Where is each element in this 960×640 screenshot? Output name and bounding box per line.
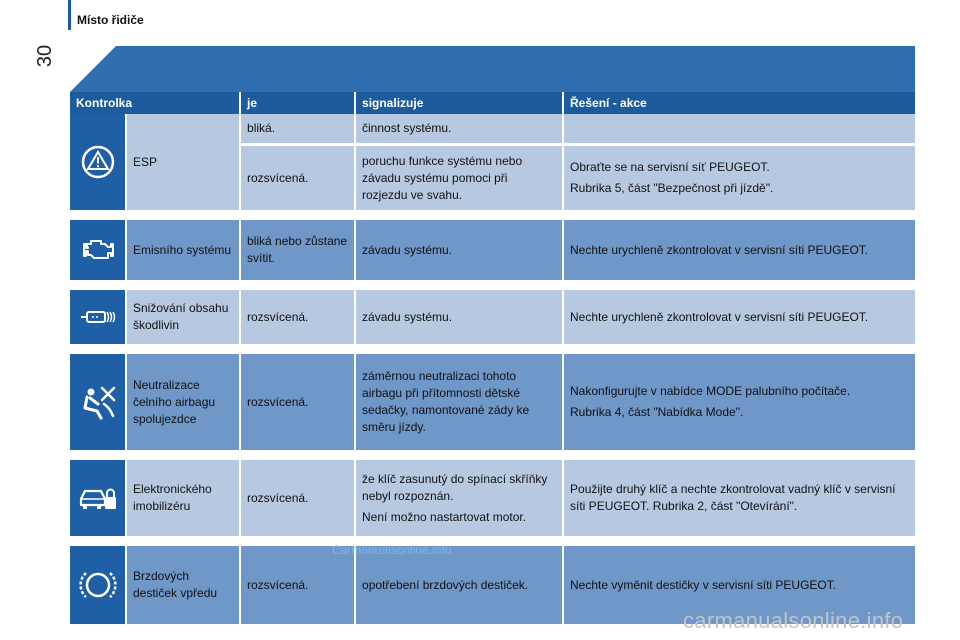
row-gap [70,536,915,546]
row-action [564,354,915,450]
row-signal [356,460,564,536]
action-line: Rubrika 4, část "Nabídka Mode". [570,405,744,419]
row-state: rozsvícená. [241,146,356,210]
row-action [564,146,915,210]
row-state: bliká. [241,114,356,143]
header-band [70,46,915,92]
icon-cell [70,114,127,210]
row-signal: opotřebení brzdových destiček. [356,546,564,624]
action-line: Obraťte se na servisní síť PEUGEOT. [570,160,770,175]
row-gap [70,210,915,220]
emission-filter-icon [78,306,118,328]
row-name: Elektronického imobilizéru [127,460,241,536]
row-gap [70,280,915,290]
signal-line: že klíč zasunutý do spínací skříňky nebyl rozpoznán. [362,471,548,503]
row-state: bliká nebo zůstane svítit. [241,220,356,280]
icon-cell [70,546,127,624]
page-edge-bar [68,0,71,30]
header-je: je [241,92,356,114]
header-kontrolka: Kontrolka [70,92,241,114]
row-action-empty [564,114,915,143]
table-row [70,354,915,450]
row-signal: záměrnou neutralizaci tohoto airbagu při přítomnosti dětské sedačky, namontované zády ke směru jízdy. [356,354,564,450]
icon-cell [70,354,127,450]
table-row [70,460,915,536]
row-name: Brzdových destiček vpředu [127,546,241,624]
engine-icon [80,236,116,264]
action-line: Nakonfigurujte v nabídce MODE palubního počítače. [570,384,851,398]
esp-warning-triangle-icon [80,144,116,180]
row-state: rozsvícená. [241,290,356,344]
brake-pads-icon [78,567,118,603]
row-signal: závadu systému. [356,290,564,344]
table-row [70,290,915,344]
row-gap [70,450,915,460]
row-gap [70,344,915,354]
table-header-row [70,92,915,114]
row-name: Emisního systému [127,220,241,280]
row-state: rozsvícená. [241,460,356,536]
header-reseni: Řešení - akce [564,92,915,114]
row-signal: činnost systému. [356,114,564,143]
overlay-watermark: Carmanualsonline.info [332,543,452,557]
airbag-off-icon [78,384,118,420]
action-line: Rubrika 5, část "Bezpečnost při jízdě". [570,181,774,196]
icon-cell [70,460,127,536]
table-row [70,114,915,143]
row-signal: poruchu funkce systému nebo závadu systému pomoci při rozjezdu ve svahu. [356,146,564,210]
immobilizer-car-lock-icon [78,483,118,513]
row-signal: závadu systému. [356,220,564,280]
row-action: Nechte vyměnit destičky v servisní síti PEUGEOT. [564,546,915,624]
table-row [70,220,915,280]
section-title: Místo řidiče [77,13,144,27]
page-number: 30 [33,44,56,68]
row-action: Použijte druhý klíč a nechte zkontrolovat vadný klíč v servisní síti PEUGEOT. Rubrika 2, část "Otevírání". [564,460,915,536]
row-name: ESP [127,114,241,210]
warning-lights-table [70,92,915,624]
row-name: Neutralizace čelního airbagu spolujezdce [127,354,241,450]
row-state: rozsvícená. [241,354,356,450]
icon-cell [70,220,127,280]
signal-line: Není možno nastartovat motor. [362,509,527,524]
row-name: Snižování obsahu škodlivin [127,290,241,344]
header-signalizuje: signalizuje [356,92,564,114]
site-watermark: carmanualsonline.info [683,608,904,633]
row-action: Nechte urychleně zkontrolovat v servisní síti PEUGEOT. [564,290,915,344]
icon-cell [70,290,127,344]
row-state: rozsvícená. [241,546,356,624]
row-action: Nechte urychleně zkontrolovat v servisní síti PEUGEOT. [564,220,915,280]
